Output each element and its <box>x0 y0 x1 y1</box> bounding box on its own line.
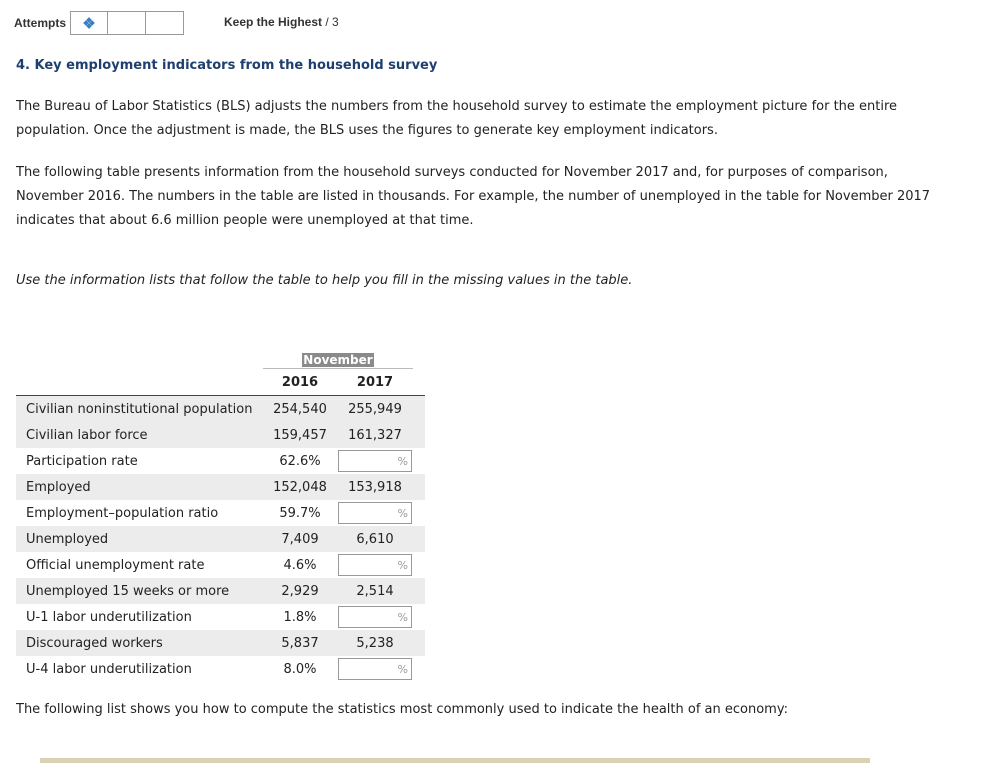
value-2016: 8.0% <box>283 661 317 677</box>
value-2017: 153,918 <box>337 474 413 500</box>
table-row <box>16 500 425 526</box>
diamond-dots-icon <box>84 18 94 28</box>
row-label: Employment–population ratio <box>26 505 219 521</box>
table-row <box>16 526 425 552</box>
value-2017: 6,610 <box>337 526 413 552</box>
value-2016: 62.6% <box>279 453 321 469</box>
instruction-paragraph: Use the information lists that follow the table to help you fill in the missing values in the table. <box>16 273 633 288</box>
attempt-box-3[interactable] <box>146 11 184 35</box>
value-2017: 255,949 <box>337 396 413 423</box>
footer-paragraph: The following list shows you how to compute the statistics most commonly used to indicate the health of an economy: <box>16 702 788 717</box>
row-label: U-4 labor underutilization <box>26 661 192 677</box>
u1-underutilization-2017-input[interactable] <box>338 606 412 628</box>
value-2016: 152,048 <box>263 474 337 500</box>
value-2016: 7,409 <box>263 526 337 552</box>
value-2016: 159,457 <box>263 422 337 448</box>
row-label: Official unemployment rate <box>26 557 205 573</box>
row-label: U-1 labor underutilization <box>26 609 192 625</box>
divider-bar <box>40 758 870 763</box>
percent-suffix: % <box>397 506 408 520</box>
col-2017-header: 2017 <box>337 369 413 396</box>
value-2016: 1.8% <box>283 609 317 625</box>
percent-suffix: % <box>397 558 408 572</box>
employment-table <box>16 342 425 682</box>
attempt-box-2[interactable] <box>108 11 146 35</box>
u4-underutilization-2017-input[interactable] <box>338 658 412 680</box>
table-description-paragraph: The following table presents information from the household surveys conducted for November 2017 and, for purposes of comparison, November 2016. The numbers in the table are listed in thousands. For example, the number of unemployed in the table for November 2017 indicates that about 6.6 million people were unemployed at that time. <box>16 165 931 228</box>
question-heading: 4. Key employment indicators from the household survey <box>16 58 438 73</box>
value-2016: 254,540 <box>263 396 337 423</box>
table-row <box>16 656 425 682</box>
attempts-label: Attempts <box>14 16 67 30</box>
table-row <box>16 422 425 448</box>
col-2016-header: 2016 <box>263 369 337 396</box>
row-label: Participation rate <box>26 453 138 469</box>
table-row <box>16 552 425 578</box>
keep-highest-label <box>224 15 339 29</box>
employment-population-ratio-2017-input[interactable] <box>338 502 412 524</box>
value-2016: 2,929 <box>263 578 337 604</box>
keep-highest-text: Keep the Highest <box>224 15 323 29</box>
value-2016: 5,837 <box>263 630 337 656</box>
table-row <box>16 448 425 474</box>
table-row <box>16 604 425 630</box>
row-label: Civilian labor force <box>16 422 263 448</box>
row-label: Unemployed <box>16 526 263 552</box>
row-label: Civilian noninstitutional population <box>16 396 263 423</box>
value-2016: 4.6% <box>283 557 317 573</box>
table-row <box>16 474 425 500</box>
row-label: Employed <box>16 474 263 500</box>
table-row <box>16 630 425 656</box>
value-2016: 59.7% <box>279 505 321 521</box>
participation-rate-2017-input[interactable] <box>338 450 412 472</box>
attempts-bar <box>14 10 184 36</box>
unemployment-rate-2017-input[interactable] <box>338 554 412 576</box>
table-row <box>16 396 425 423</box>
percent-suffix: % <box>397 662 408 676</box>
percent-suffix: % <box>397 610 408 624</box>
row-label: Unemployed 15 weeks or more <box>16 578 263 604</box>
value-2017: 2,514 <box>337 578 413 604</box>
percent-suffix: % <box>397 454 408 468</box>
row-label: Discouraged workers <box>16 630 263 656</box>
value-2017: 5,238 <box>337 630 413 656</box>
november-header: November <box>263 342 413 369</box>
keep-highest-fraction: / 3 <box>325 15 339 29</box>
table-row <box>16 578 425 604</box>
attempt-box-1[interactable] <box>70 11 108 35</box>
intro-paragraph: The Bureau of Labor Statistics (BLS) adjusts the numbers from the household survey to estimate the employment picture for the entire population. Once the adjustment is made, the BLS uses the figures to generate key employment indicators. <box>16 99 898 138</box>
value-2017: 161,327 <box>337 422 413 448</box>
